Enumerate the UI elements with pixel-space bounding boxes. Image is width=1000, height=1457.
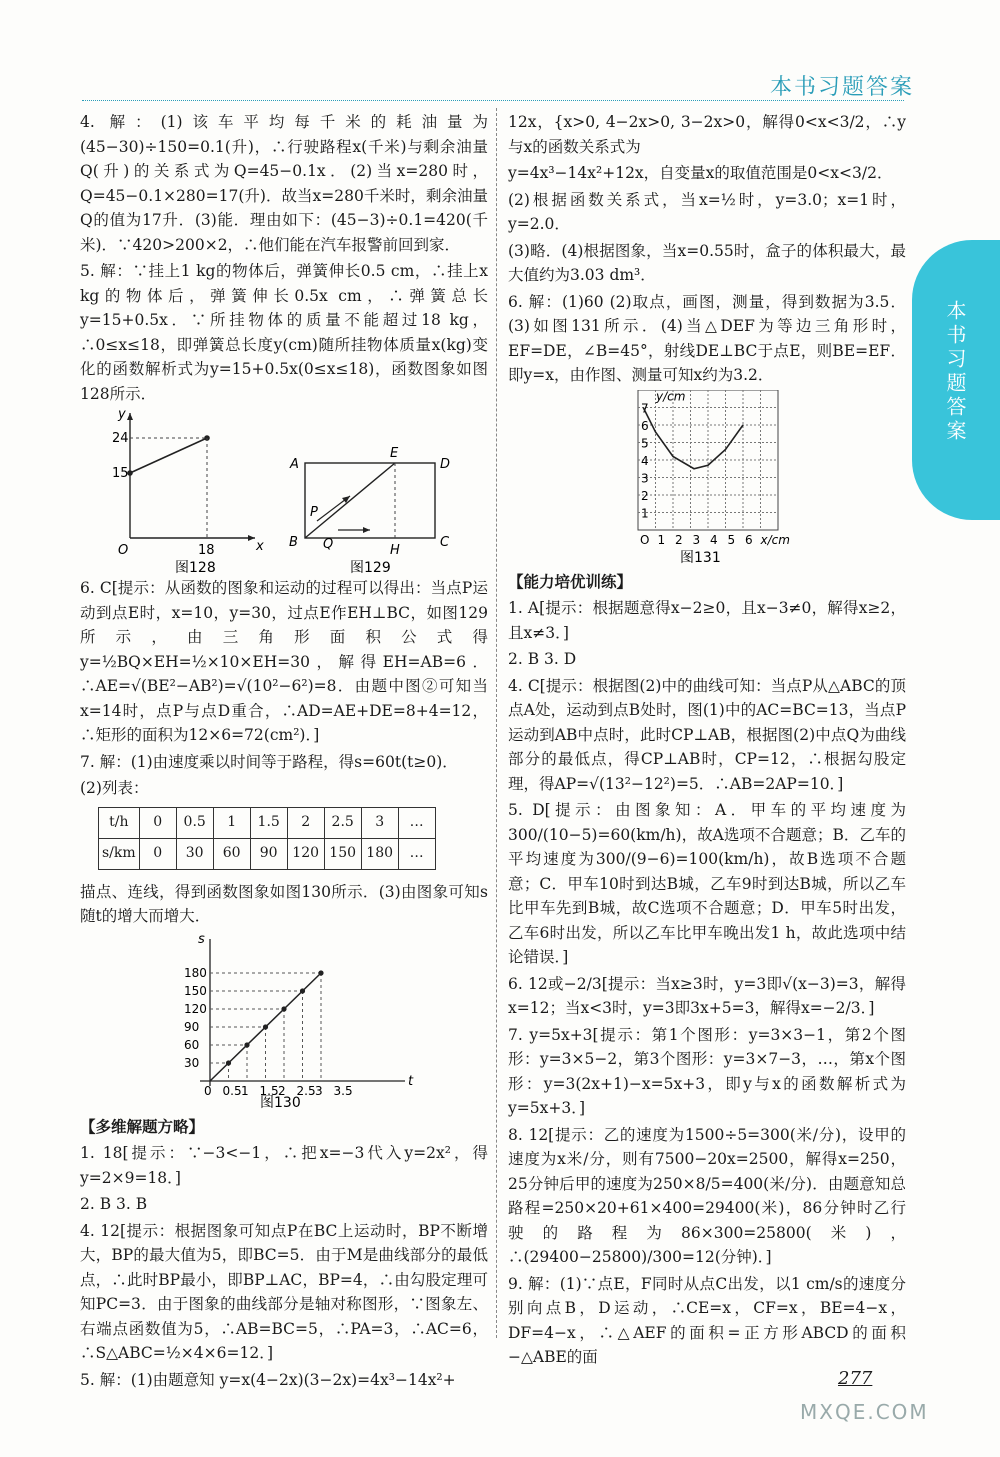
section-heading-ability: 【能力培优训练】 bbox=[508, 571, 633, 591]
fig130-xtick: 0 bbox=[204, 1083, 212, 1098]
fig129-label-B: B bbox=[289, 535, 298, 550]
figures-128-129 bbox=[80, 408, 488, 576]
fig131-xtick: 3 bbox=[692, 532, 701, 547]
fig131-caption: 图131 bbox=[680, 549, 721, 566]
fig131-xtick: 6 bbox=[745, 532, 753, 547]
page-number: 277 bbox=[838, 1368, 873, 1389]
fig130-xtick: 1.5 bbox=[259, 1083, 279, 1098]
figure-131 bbox=[508, 390, 906, 566]
fig129-label-E: E bbox=[390, 446, 399, 461]
fig130-ytick: 180 bbox=[184, 965, 207, 980]
ability-answer-9: 9. 解：(1)∵点E，F同时从点C出发，以1 cm/s的速度分别向点B，D运动，∴CE=x，CF=x，BE=4−x，DF=4−x，∴△AEF的面积=正方形ABCD的面积−△ABE的面 bbox=[508, 1274, 906, 1366]
fig129-label-D: D bbox=[440, 457, 451, 472]
table-cell: 60 bbox=[213, 838, 250, 869]
answer-5: 5. 解：∵挂上1 kg的物体后，弹簧伸长0.5 cm，∴挂上x kg的物体后，弹簧伸长0.5x cm，∴弹簧总长y=15+0.5x．∵所挂物体的质量不能超过18 kg，∴0≤x≤18，即弹簧总长度y(cm)随所挂物体质量x(kg)变化的函数解析式为y=15+0.5x(0≤x≤18)，函数图象如图128所示． bbox=[80, 262, 488, 403]
data-table bbox=[98, 807, 436, 870]
table-cell: 3 bbox=[361, 807, 398, 838]
fig129-label-Q: Q bbox=[323, 537, 334, 552]
multi-answer-5-cont-4: (3)略．(4)根据图象，当x=0.55时，盒子的体积最大，最大值约为3.03 dm³． bbox=[508, 241, 906, 284]
fig128-caption: 图128 bbox=[175, 560, 216, 576]
fig130-ytick: 120 bbox=[184, 1001, 207, 1016]
table-cell: 120 bbox=[287, 838, 324, 869]
ability-answer-1: 1. A[提示：根据题意得x−2≥0，且x−3≠0，解得x≥2，且x≠3．] bbox=[508, 599, 906, 642]
table-cell: 0.5 bbox=[176, 807, 213, 838]
fig130-ytick: 30 bbox=[184, 1055, 200, 1070]
fig130-xtick: 3 bbox=[315, 1083, 323, 1098]
ability-answer-5: 5. D[提示：由图象知：A．甲车的平均速度为300/(10−5)=60(km/h)，故A选项不合题意；B．乙车的平均速度为300/(9−6)=100(km/h)，故B选项不合题意；C．甲车10时到达B城，乙车9时到达B城，所以乙车比甲车先到B城，故C选项不合题意；D．甲车5时出发，乙车6时出发，所以乙车比甲车晚出发1 h，故此选项中结论错误．] bbox=[508, 801, 906, 966]
ability-answer-8: 8. 12[提示：乙的速度为1500÷5=300(米/分)，设甲的速度为x米/分，则有7500−20x=2500，解得x=250，25分钟后甲的速度为250×8/5=400(米/分)．由题意知总路程=250×20+61×400=29400(米)，86分钟时乙行驶的路程为86×300=25800(米)，∴(29400−25800)/300=12(分钟)．] bbox=[508, 1125, 906, 1266]
table-cell: 90 bbox=[250, 838, 287, 869]
multi-answer-5-cont-3: (2)根据函数关系式，当x=½时，y=3.0；x=1时，y=2.0． bbox=[508, 190, 906, 233]
fig130-xtick: 2 bbox=[278, 1083, 286, 1098]
table-cell: … bbox=[398, 838, 435, 869]
table-cell: t/h bbox=[99, 807, 140, 838]
fig131-xtick: O bbox=[640, 532, 650, 547]
ability-answer-7: 7. y=5x+3[提示：第1个图形：y=3×3−1，第2个图形：y=3×5−2，第3个图形：y=3×7−3，…，第x个图形：y=3(2x+1)−x=5x+3，即y与x的函数解析式为y=5x+3．] bbox=[508, 1025, 906, 1117]
multi-answer-6: 6. 解：(1)60 (2)取点，画图，测量，得到数据为3.5．(3)如图131所示．(4)当△DEF为等边三角形时，EF=DE，∠B=45°，射线DE⊥BC于点E，则BE=EF．即y=x，由作图、测量可知x约为3.2． bbox=[508, 292, 906, 384]
fig131-xtick: 1 bbox=[657, 532, 666, 547]
fig130-xtick: 1 bbox=[241, 1083, 249, 1098]
fig130-ytick: 90 bbox=[184, 1019, 200, 1034]
answer-7-part3: 描点、连线，得到函数图象如图130所示．(3)由图象可知s随t的增大而增大． bbox=[80, 882, 488, 925]
fig129-label-H: H bbox=[390, 543, 400, 558]
fig128-ytick-24: 24 bbox=[112, 431, 129, 446]
answer-4: 4. 解：(1)该车平均每千米的耗油量为(45−30)÷150=0.1(升)，∴行驶路程x(千米)与剩余油量Q(升)的关系式为Q=45−0.1x．(2)当x=280时，Q=45−0.1×280=17(升)．故当x=280千米时，剩余油量Q的值为17升．(3)能．理由如下：(45−3)÷0.1=420(千米)．∵420>200×2，∴他们能在汽车报警前回到家． bbox=[80, 113, 488, 254]
fig130-caption: 图130 bbox=[260, 1094, 301, 1111]
multi-answer-2-3: 2. B 3. B bbox=[80, 1195, 148, 1213]
multi-answer-1: 1. 18[提示：∵−3<−1，∴把x=−3代入y=2x²，得y=2×9=18．] bbox=[80, 1144, 488, 1187]
multi-answer-5-cont-1: 12x，{x>0, 4−2x>0, 3−2x>0，解得0<x<3/2，∴y与x的函数关系式为 bbox=[508, 113, 906, 156]
answer-7-part1: 7. 解：(1)由速度乘以时间等于路程，得s=60t(t≥0)． bbox=[80, 752, 458, 771]
fig128-xtick-18: 18 bbox=[198, 543, 215, 558]
fig128-y-axis-label: y bbox=[118, 408, 126, 422]
ability-answer-4: 4. C[提示：根据图(2)中的曲线可知：当点P从△ABC的顶点A处，运动到点B处时，图(1)中的AC=BC=13，当点P运动到AB中点时，此时CP⊥AB，根据图(2)中点Q为曲线部分的最低点，得CP⊥AB时，CP=12，∴根据勾股定理，得AP=√(13²−12²)=5．∴AB=2AP=10．] bbox=[508, 676, 906, 793]
fig129-label-C: C bbox=[440, 535, 450, 550]
fig130-xtick: 2.5 bbox=[296, 1083, 316, 1098]
table-cell: 30 bbox=[176, 838, 213, 869]
table-cell: … bbox=[398, 807, 435, 838]
fig130-ytick: 60 bbox=[184, 1037, 200, 1052]
fig131-xtick: 5 bbox=[727, 532, 736, 547]
fig131-ytick: 6 bbox=[641, 418, 649, 433]
fig131-y-axis-label: y/cm bbox=[656, 389, 686, 403]
running-header: 本书习题答案 bbox=[770, 75, 915, 100]
fig129-label-P: P bbox=[310, 505, 318, 520]
fig129-caption: 图129 bbox=[350, 560, 391, 576]
table-row bbox=[99, 807, 436, 838]
answer-6: 6. C[提示：从函数的图象和运动的过程可以得出：当点P运动到点E时，x=10，y=30，过点E作EH⊥BC，如图129所示，由三角形面积公式得y=½BQ×EH=½×10×EH=30，解得EH=AB=6．∴AE=√(BE²−AB²)=√(10²−6²)=8．由题中图②可知当x=14时，点P与点D重合，∴AD=AE+DE=8+4=12，∴矩形的面积为12×6=72(cm²)．] bbox=[80, 579, 488, 744]
fig130-x-axis-label: t bbox=[408, 1073, 414, 1089]
figure-131-svg bbox=[508, 390, 906, 566]
left-column bbox=[80, 110, 488, 1394]
multi-answer-5-cont-2: y=4x³−14x²+12x，自变量x的取值范围是0<x<3/2． bbox=[508, 164, 893, 182]
fig129-label-A: A bbox=[290, 457, 299, 472]
multi-answer-4: 4. 12[提示：根据图象可知点P在BC上运动时，BP不断增大，BP的最大值为5，即BC=5．由于M是曲线部分的最低点，∴此时BP最小，即BP⊥AC，BP=4，∴由勾股定理可知PC=3．由于图象的曲线部分是轴对称图形，∵图象左、右端点函数值为5，∴AB=BC=5，∴PA=3，∴AC=6，∴S△ABC=½×4×6=12．] bbox=[80, 1221, 488, 1362]
fig130-xtick: 0.5 bbox=[222, 1083, 242, 1098]
fig131-xtick: 4 bbox=[710, 532, 718, 547]
watermark: MXQE.COM bbox=[800, 1400, 929, 1424]
table-cell: 2.5 bbox=[324, 807, 361, 838]
side-tab-label: 本书习题答案 bbox=[943, 300, 967, 444]
table-cell: 0 bbox=[139, 838, 176, 869]
column-divider bbox=[496, 108, 497, 1338]
ability-answer-6: 6. 12或−2/3[提示：当x≥3时，y=3即√(x−3)=3，解得x=12；当x<3时，y=3即3x+5=3，解得x=−2/3．] bbox=[508, 974, 906, 1017]
fig128-x-axis-label: x bbox=[256, 539, 264, 554]
ability-answer-2-3: 2. B 3. D bbox=[508, 650, 577, 668]
fig131-ytick: 7 bbox=[641, 401, 649, 415]
fig131-ytick: 2 bbox=[641, 488, 649, 503]
header-rule bbox=[82, 100, 904, 101]
fig131-ytick: 1 bbox=[641, 506, 649, 520]
table-row bbox=[99, 838, 436, 869]
table-cell: 1.5 bbox=[250, 807, 287, 838]
table-cell: 180 bbox=[361, 838, 398, 869]
table-cell: 2 bbox=[287, 807, 324, 838]
figure-130 bbox=[80, 931, 488, 1111]
fig130-y-axis-label: s bbox=[198, 931, 205, 947]
answer-7-part2: (2)列表： bbox=[80, 779, 149, 797]
fig130-xtick: 3.5 bbox=[333, 1083, 353, 1098]
fig131-x-axis-label: x/cm bbox=[760, 532, 790, 547]
fig131-xtick: 2 bbox=[675, 532, 683, 547]
table-cell: 150 bbox=[324, 838, 361, 869]
figure-130-svg bbox=[80, 931, 488, 1111]
figure-128-129-svg bbox=[80, 408, 488, 576]
fig128-ytick-15: 15 bbox=[112, 466, 129, 481]
table-cell: 0 bbox=[139, 807, 176, 838]
figure-129 bbox=[289, 446, 450, 576]
table-cell: 1 bbox=[213, 807, 250, 838]
fig131-ytick: 4 bbox=[641, 453, 649, 468]
fig128-origin: O bbox=[118, 543, 129, 558]
section-heading-multi: 【多维解题方略】 bbox=[80, 1116, 205, 1136]
table-cell: s/km bbox=[99, 838, 140, 869]
fig131-ytick: 5 bbox=[641, 436, 649, 450]
figure-128 bbox=[112, 408, 264, 576]
multi-answer-5: 5. 解：(1)由题意知 y=x(4−2x)(3−2x)=4x³−14x²+ bbox=[80, 1370, 456, 1389]
fig131-ytick: 3 bbox=[641, 471, 649, 485]
fig130-ytick: 150 bbox=[184, 983, 207, 998]
right-column bbox=[508, 110, 906, 1372]
